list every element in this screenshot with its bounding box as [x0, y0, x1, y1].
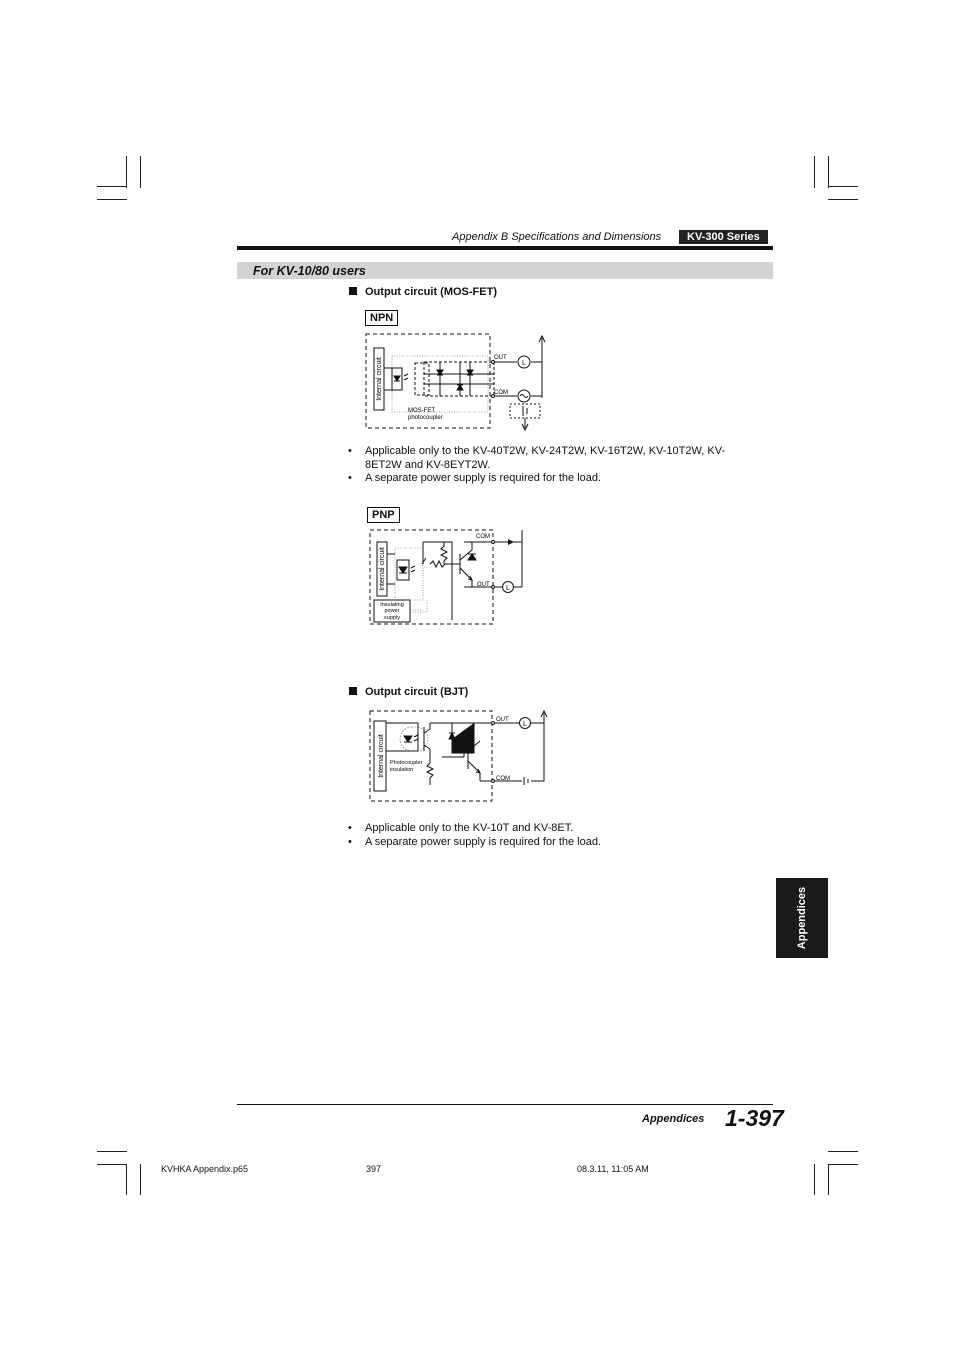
- pnp-supply-line3: supply: [384, 615, 400, 621]
- pnp-supply-line2: power: [384, 608, 400, 614]
- mosfet-heading: Output circuit (MOS-FET): [349, 286, 497, 298]
- bjt-load-label: L: [523, 721, 527, 728]
- npn-com-label: COM: [494, 390, 508, 396]
- pnp-out-label: OUT: [477, 582, 490, 588]
- pnp-com-label: COM: [476, 534, 490, 540]
- npn-out-label: OUT: [494, 355, 507, 361]
- npn-photocoupler-line2: photocoupler: [408, 415, 443, 421]
- npn-photocoupler-line1: MOS-FET: [408, 408, 435, 414]
- footer-rule: [237, 1104, 773, 1105]
- footer-section-label: Appendices: [642, 1113, 705, 1125]
- square-bullet-icon: [349, 287, 357, 295]
- pnp-supply-line1: Insulating: [380, 602, 404, 608]
- bjt-heading: Output circuit (BJT): [349, 686, 468, 698]
- appendices-side-tab[interactable]: [776, 878, 828, 958]
- side-tab-label: Appendices: [796, 886, 808, 950]
- npn-circuit-diagram: [360, 328, 560, 440]
- bjt-internal-label: Internal circuit: [378, 734, 385, 778]
- pnp-tag: PNP: [367, 507, 400, 523]
- npn-internal-label: Internal circuit: [376, 357, 383, 401]
- square-bullet-icon: [349, 687, 357, 695]
- pnp-circuit-diagram: [364, 524, 534, 628]
- chapter-title: Appendix B Specifications and Dimensions: [452, 231, 662, 243]
- print-file-name: KVHKA Appendix.p65: [161, 1164, 249, 1174]
- section-title: For KV-10/80 users: [253, 264, 366, 278]
- print-timestamp: 08.3.11, 11:05 AM: [577, 1164, 649, 1174]
- page-number: 1-397: [725, 1105, 784, 1131]
- bjt-insulation-line1: Photocoupler: [390, 760, 423, 766]
- series-badge: KV-300 Series: [679, 230, 768, 244]
- header-rule: [237, 246, 773, 250]
- bjt-out-label: OUT: [496, 717, 509, 723]
- pnp-internal-label: Internal circuit: [379, 547, 386, 591]
- bjt-com-label: COM: [496, 776, 510, 782]
- npn-load-label: L: [522, 360, 526, 367]
- print-page: 397: [366, 1164, 382, 1174]
- mosfet-bullet-1: • Applicable only to the KV-40T2W, KV-24T2W, KV-16T2W, KV-10T2W, KV-8ET2W and KV-8EYT2W.: [348, 445, 726, 471]
- npn-tag: NPN: [365, 310, 398, 326]
- bjt-circuit-diagram: [364, 705, 554, 805]
- mosfet-bullet-2: • A separate power supply is required for the load.: [348, 472, 602, 484]
- bjt-insulation-line2: insulation: [390, 767, 414, 773]
- bjt-bullet-1: • Applicable only to the KV-10T and KV-8ET.: [348, 822, 574, 834]
- bjt-bullet-2: • A separate power supply is required for the load.: [348, 836, 602, 848]
- pnp-load-label: L: [506, 585, 510, 592]
